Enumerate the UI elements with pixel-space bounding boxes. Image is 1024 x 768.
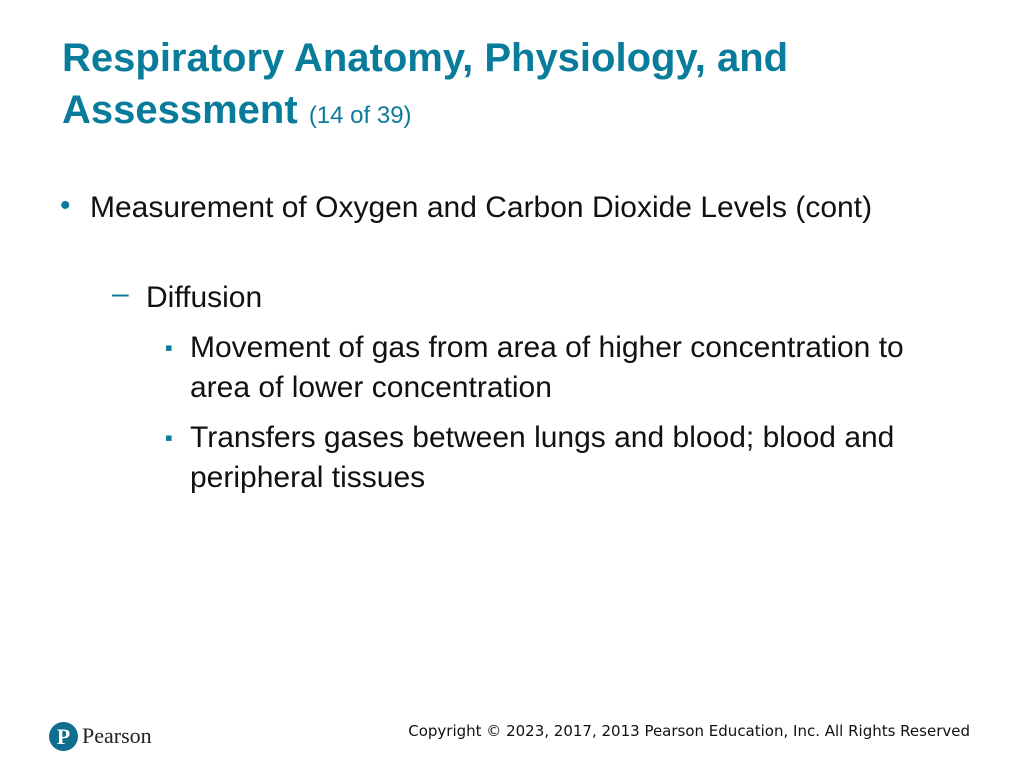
slide-counter: (14 of 39) bbox=[308, 102, 412, 129]
bullet-text: Movement of gas from area of higher concentration to area of lower concentration bbox=[190, 331, 904, 404]
pearson-logo-letter: P bbox=[56, 723, 71, 749]
bullet-level-3 bbox=[165, 328, 950, 408]
bullet-dot-icon: • bbox=[60, 189, 71, 222]
bullet-level-3 bbox=[165, 418, 950, 498]
slide-title-text: Respiratory Anatomy, Physiology, and Assessment bbox=[62, 36, 789, 132]
bullet-level-1 bbox=[60, 188, 900, 228]
bullet-text: Measurement of Oxygen and Carbon Dioxide Levels (cont) bbox=[90, 191, 873, 224]
pearson-logo bbox=[49, 718, 152, 754]
pearson-logo-icon bbox=[49, 722, 78, 751]
bullet-level-2 bbox=[112, 277, 906, 318]
bullet-text: Transfers gases between lungs and blood; blood and peripheral tissues bbox=[190, 421, 895, 494]
bullet-text: Diffusion bbox=[146, 281, 263, 314]
bullet-square-icon: ▪ bbox=[165, 335, 173, 360]
bullet-square-icon: ▪ bbox=[165, 425, 173, 450]
pearson-logo-text: Pearson bbox=[82, 723, 152, 748]
bullet-dash-icon: – bbox=[112, 277, 129, 310]
slide-title bbox=[62, 32, 982, 142]
copyright-text: Copyright © 2023, 2017, 2013 Pearson Education, Inc. All Rights Reserved bbox=[408, 722, 970, 740]
